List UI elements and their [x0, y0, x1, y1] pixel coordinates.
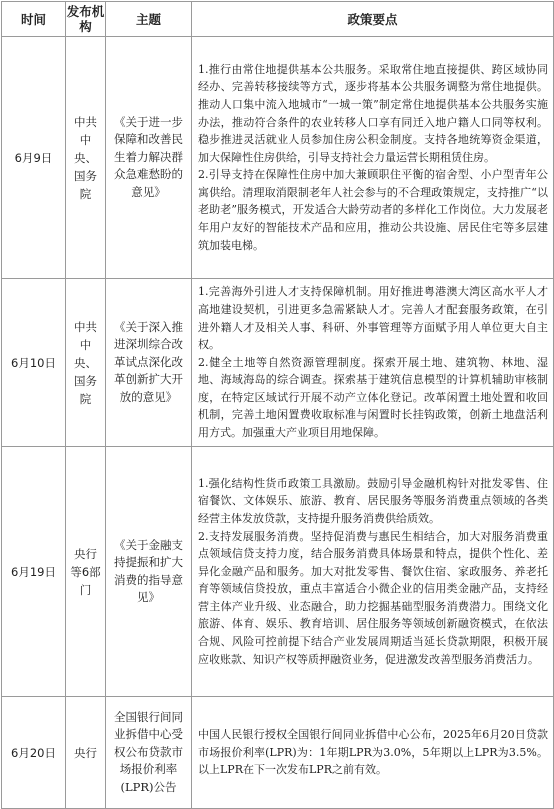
key-point: 1.强化结构性货币政策工具激励。鼓励引导金融机构针对批发零售、住宿餐饮、文体娱乐、旅游、教育、居民服务等服务消费重点领域的各类经营主体发放贷款，支持提升服务消费供给质效。 — [198, 476, 548, 525]
row-issuer: 央行 — [66, 697, 106, 809]
row-date: 6月19日 — [2, 447, 66, 697]
column-header-topic: 主题 — [106, 2, 192, 37]
key-point: 2.健全土地等自然资源管理制度。探索开展土地、建筑物、林地、湿地、海域海岛的综合调查。探索基于建筑信息模型的计算机辅助审核制度，在特定区域试行开展不动产立体化登记。改革闲置土地处置和收回机制，完善土地闲置费收取标准与闲置时长挂钩政策，创新土地盘活利用方式。加强重大产业项目用地保障。 — [198, 355, 548, 440]
row-topic: 全国银行间同业拆借中心受权公布贷款市场报价利率(LPR)公告 — [106, 697, 192, 809]
policy-table — [1, 1, 554, 809]
row-key-points — [192, 447, 554, 697]
table-row — [2, 697, 554, 809]
row-issuer: 中共中央、国务院 — [66, 37, 106, 279]
key-point: 1.推行由常住地提供基本公共服务。采取常住地直接提供、跨区域协同经办、完善转移接续等方式，逐步将基本公共服务调整为常住地提供。推动人口集中流入地城市“一城一策”制定常住地提供基本公共服务实施办法，推动符合条件的农业转移人口享有同迁入地户籍人口同等权利。稳步推进灵活就业人员参加住房公积金制度。支持各地统筹资金渠道，加大保障性住房供给，引导支持社会力量运营长期租赁住房。 — [198, 62, 548, 164]
row-date: 6月20日 — [2, 697, 66, 809]
row-topic: 《关于深入推进深圳综合改革试点深化改革创新扩大开放的意见》 — [106, 279, 192, 447]
row-issuer: 中共中央、国务院 — [66, 279, 106, 447]
row-key-points — [192, 697, 554, 809]
key-point: 2.支持发展服务消费。坚持促消费与惠民生相结合，加大对服务消费重点领域信贷支持力度，结合服务消费具体场景和特点，提供个性化、差异化金融产品和服务。加大对批发零售、餐饮住宿、家政服务、养老托育等领域信贷投放，重点丰富适合小微企业的信用类金融产品，支持经营主体产业升级、业态融合，助力挖掘基础型服务消费潜力。围绕文化旅游、体育、娱乐、教育培训、居住服务等领域创新融资模式，在依法合规、风险可控前提下结合产业发展周期适当延长贷款期限，积极开展应收账款、知识产权等质押融资业务，促进激发改善型服务消费活力。 — [198, 529, 548, 666]
row-date: 6月9日 — [2, 37, 66, 279]
row-topic: 《关于进一步保障和改善民生着力解决群众急难愁盼的意见》 — [106, 37, 192, 279]
row-key-points — [192, 279, 554, 447]
row-issuer: 央行等6部门 — [66, 447, 106, 697]
key-point: 2.引导支持在保障性住房中加大兼顾职住平衡的宿舍型、小户型青年公寓供给。清理取消限制老年人社会参与的不合理政策规定，支持推广“以老助老”服务模式，开发适合大龄劳动者的多样化工作岗位。大力发展老年用户友好的智能技术产品和应用，推动公共设施、居民住宅等多层建筑加装电梯。 — [198, 168, 548, 252]
column-header-key-points: 政策要点 — [192, 2, 554, 37]
key-point: 1.完善海外引进人才支持保障机制。用好推进粤港澳大湾区高水平人才高地建设契机，引进更多急需紧缺人才。完善人才配套服务政策，在引进外籍人才及相关人事、科研、外事管理等方面赋予用人单位更大自主权。 — [198, 285, 548, 352]
row-date: 6月10日 — [2, 279, 66, 447]
column-header-issuer: 发布机构 — [66, 2, 106, 37]
table-row — [2, 447, 554, 697]
row-topic: 《关于金融支持提振和扩大消费的指导意见》 — [106, 447, 192, 697]
table-row — [2, 37, 554, 279]
column-header-time: 时间 — [2, 2, 66, 37]
row-key-points — [192, 37, 554, 279]
table-header-row — [2, 2, 554, 37]
key-point: 中国人民银行授权全国银行间同业拆借中心公布，2025年6月20日贷款市场报价利率(LPR)为：1年期LPR为3.0%，5年期以上LPR为3.5%。以上LPR在下一次发布LPR之前有效。 — [198, 728, 548, 777]
table-row — [2, 279, 554, 447]
